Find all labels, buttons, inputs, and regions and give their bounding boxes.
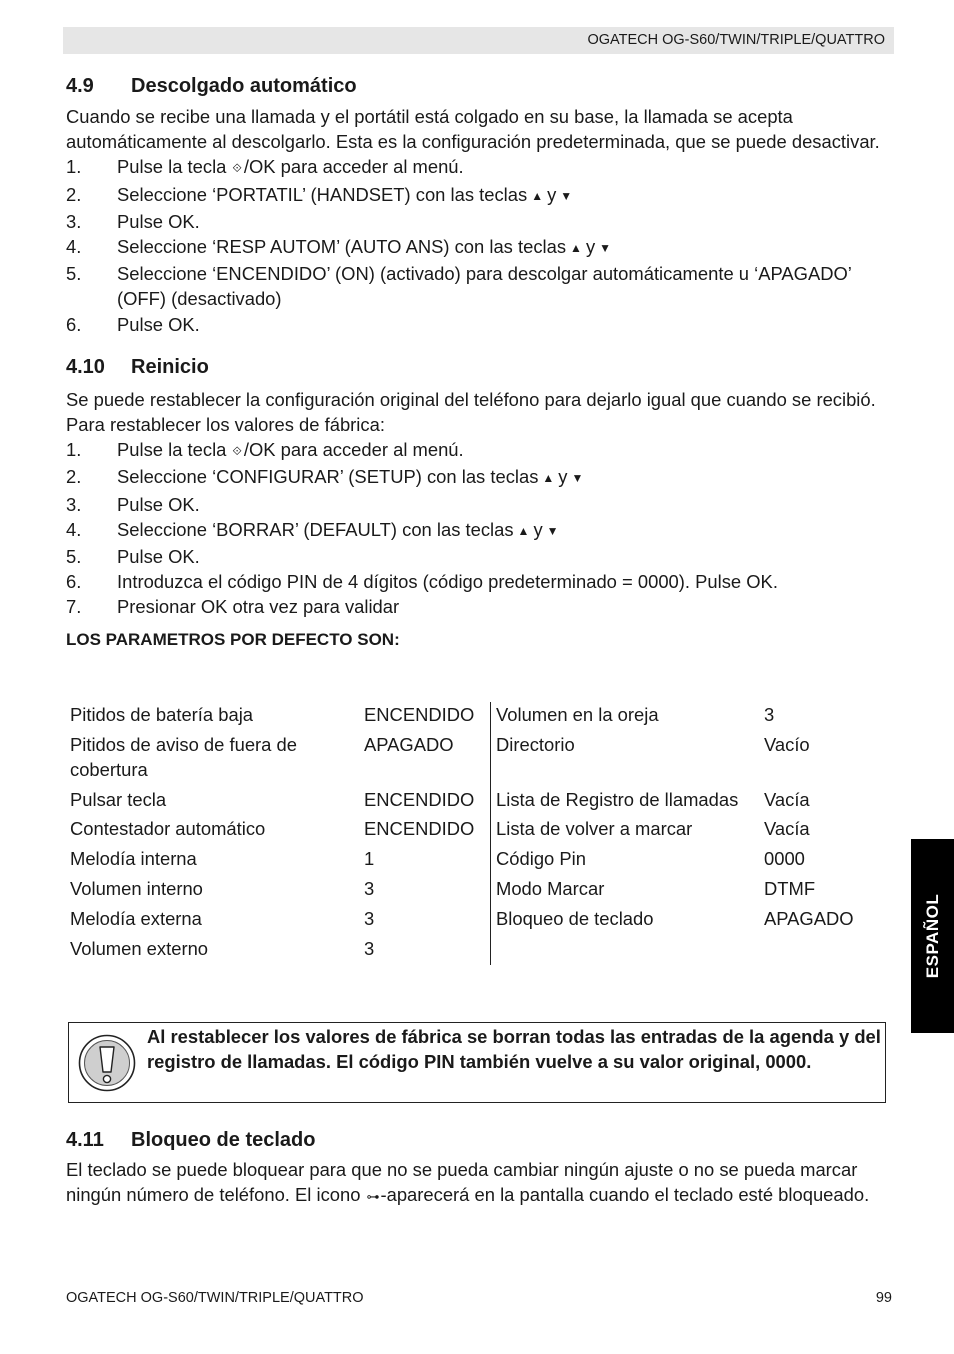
arrow-down-icon: ▼ [599, 241, 612, 256]
language-tab [911, 839, 954, 1033]
arrow-up-icon: ▲ [570, 241, 582, 256]
list-item [66, 154, 896, 181]
table-row [65, 702, 888, 732]
table-cell: Contestador automático [70, 818, 266, 840]
section-4-11-heading [66, 1126, 896, 1154]
table-cell: Vacía [764, 788, 810, 810]
table-cell: Bloqueo de teclado [491, 906, 760, 936]
menu-icon: ⟐ [232, 444, 242, 459]
table-cell: Pitidos de aviso de fuera de cobertura [70, 733, 297, 780]
text-part: El teclado se puede bloquear para que no se pueda cambiar ningún ajuste o no se pueda marcar ningún número de teléfono. El icono [66, 1159, 858, 1206]
step-number: 5. [66, 263, 82, 285]
arrow-down-icon: ▼ [571, 471, 584, 486]
arrow-down-icon: ▼ [546, 523, 559, 538]
table-cell: ENCENDIDO [364, 818, 475, 840]
section-4-10-steps [66, 437, 896, 619]
section-number: 4.11 [66, 1129, 104, 1151]
section-title: Descolgado automático [131, 75, 357, 97]
arrow-up-icon: ▲ [542, 471, 555, 486]
list-item [66, 234, 896, 261]
step-text: Seleccione ‘BORRAR’ (DEFAULT) con las teclas [117, 518, 514, 540]
table-cell: Lista de Registro de llamadas [491, 787, 760, 817]
step-text: Seleccione ‘PORTATIL’ (HANDSET) con las teclas [117, 183, 528, 205]
step-text: Presionar OK otra vez para validar [117, 596, 400, 618]
step-number: 1. [66, 439, 82, 461]
text-part: -aparecerá en la pantalla cuando el teclado esté bloqueado. [380, 1184, 870, 1206]
step-number: 4. [66, 518, 82, 540]
table-row [65, 787, 888, 817]
section-number: 4.9 [66, 75, 94, 97]
table-cell: Volumen en la oreja [491, 702, 760, 732]
step-text: /OK para acceder al menú. [243, 156, 464, 178]
step-text: Seleccione ‘ENCENDIDO’ (ON) (activado) para descolgar automáticamente u ‘APAGADO’ (OFF) (desactivado) [117, 263, 852, 310]
step-text: Seleccione ‘RESP AUTOM’ (AUTO ANS) con las teclas [117, 236, 567, 258]
key-icon: ⊶ [366, 1189, 380, 1205]
table-cell [491, 936, 760, 966]
arrow-up-icon: ▲ [517, 523, 530, 538]
step-text: y [585, 236, 596, 258]
defaults-heading: LOS PARAMETROS POR DEFECTO SON: [66, 629, 400, 649]
step-text: Pulse OK. [117, 546, 200, 568]
table-cell: 0000 [764, 848, 805, 870]
table-cell: DTMF [764, 877, 816, 899]
table-cell: Pulsar tecla [70, 788, 167, 810]
table-cell: Lista de volver a marcar [491, 816, 760, 846]
arrow-down-icon: ▼ [560, 188, 573, 203]
step-number: 1. [66, 156, 82, 178]
header-title: OGATECH OG-S60/TWIN/TRIPLE/QUATTRO [587, 32, 885, 48]
list-item [66, 569, 896, 594]
list-item [66, 209, 896, 234]
warning-note-text: Al restablecer los valores de fábrica se borran todas las entradas de la agenda y del registro de llamadas. El código PIN también vuelve a su valor original, 0000. [147, 1026, 881, 1073]
step-number: 2. [66, 466, 82, 488]
step-number: 6. [66, 313, 82, 335]
table-cell: Volumen interno [70, 877, 203, 899]
section-4-9-heading [66, 72, 896, 100]
table-cell: APAGADO [764, 907, 854, 929]
page-header-bar [63, 27, 894, 54]
step-text: Pulse la tecla [117, 156, 227, 178]
table-row [65, 732, 888, 787]
list-item [66, 544, 896, 569]
step-number: 3. [66, 210, 82, 232]
step-number: 7. [66, 596, 82, 618]
table-cell: 3 [364, 937, 375, 959]
table-cell: Modo Marcar [491, 876, 760, 906]
list-item [66, 312, 896, 337]
list-item [66, 261, 896, 311]
table-cell: Vacía [764, 818, 810, 840]
table-cell: Código Pin [491, 846, 760, 876]
table-row [65, 816, 888, 846]
step-text: Seleccione ‘CONFIGURAR’ (SETUP) con las teclas [117, 466, 539, 488]
section-title: Bloqueo de teclado [131, 1129, 316, 1151]
step-text: y [533, 518, 543, 540]
page-content [66, 72, 896, 652]
arrow-up-icon: ▲ [531, 188, 544, 203]
section-4-10-intro2: Para restablecer los valores de fábrica: [66, 414, 385, 436]
step-number: 4. [66, 236, 82, 258]
step-text: y [547, 183, 557, 205]
section-4-9-intro: Cuando se recibe una llamada y el portátil está colgado en su base, la llamada se acepta automáticamente al descolgarlo. Esta es la configuración predeterminada, que se puede desactivar. [66, 106, 880, 153]
table-cell: 3 [364, 877, 375, 899]
table-row [65, 876, 888, 906]
list-item [66, 464, 896, 491]
page-number: 99 [875, 1290, 892, 1306]
step-text: Pulse la tecla [117, 439, 227, 461]
table-cell: Volumen externo [70, 937, 209, 959]
menu-icon: ⟐ [232, 161, 242, 176]
table-cell: Directorio [491, 732, 760, 787]
table-cell: Melodía interna [70, 848, 197, 870]
step-text: Pulse OK. [117, 210, 200, 232]
table-cell: 3 [764, 704, 775, 725]
table-cell: ENCENDIDO [364, 704, 475, 725]
step-number: 5. [66, 546, 82, 568]
table-cell [759, 936, 888, 966]
step-number: 2. [66, 183, 82, 205]
step-text: Pulse OK. [117, 313, 200, 335]
table-cell: APAGADO [364, 733, 454, 755]
list-item [66, 517, 896, 544]
table-cell: Melodía externa [70, 907, 202, 929]
section-4-10-heading [66, 353, 896, 381]
table-row [65, 846, 888, 876]
section-4-10-intro: Se puede restablecer la configuración original del teléfono para dejarlo igual que cuando se recibió. [66, 388, 876, 410]
table-row [65, 936, 888, 966]
list-item [66, 492, 896, 517]
step-number: 3. [66, 493, 82, 515]
section-4-11-text [66, 1157, 896, 1209]
step-text: Introduzca el código PIN de 4 dígitos (código predeterminado = 0000). Pulse OK. [117, 571, 778, 593]
section-number: 4.10 [66, 355, 105, 378]
step-text: /OK para acceder al menú. [243, 439, 464, 461]
table-cell: ENCENDIDO [364, 788, 475, 810]
table-cell: 3 [364, 907, 375, 929]
section-4-11 [66, 1126, 896, 1209]
table-cell: Pitidos de batería baja [70, 704, 254, 725]
language-tab-label: ESPAÑOL [922, 893, 942, 979]
step-text: y [558, 466, 568, 488]
section-title: Reinicio [131, 355, 209, 378]
table-cell: 1 [364, 848, 375, 870]
list-item [66, 182, 896, 209]
section-4-9-steps [66, 154, 896, 336]
footer-title: OGATECH OG-S60/TWIN/TRIPLE/QUATTRO [66, 1290, 364, 1306]
list-item [66, 594, 896, 619]
table-row [65, 906, 888, 936]
step-number: 6. [66, 571, 82, 593]
step-text: Pulse OK. [117, 493, 200, 515]
list-item [66, 437, 896, 464]
table-cell: Vacío [764, 733, 810, 755]
warning-note [68, 1022, 886, 1103]
defaults-table [65, 702, 888, 965]
warning-icon [78, 1034, 136, 1092]
